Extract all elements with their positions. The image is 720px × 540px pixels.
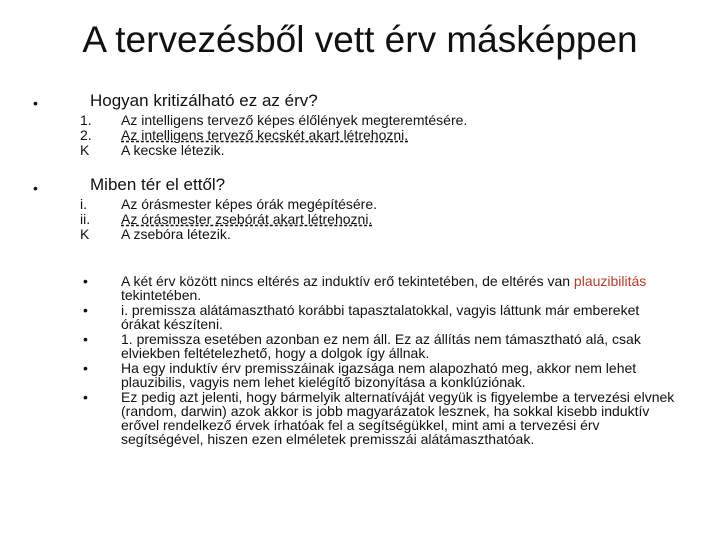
list-marker: i. xyxy=(80,196,87,212)
paragraph-item xyxy=(80,303,680,331)
list-item xyxy=(80,197,680,212)
section2-heading: Miben tér el ettől? xyxy=(90,175,226,194)
paragraph-item xyxy=(80,361,680,389)
list-item xyxy=(80,212,680,227)
paragraph-text: 1. premissza esetében azonban ez nem áll. Ez az állítás nem támasztható alá, csak elviekben feltételezhető, hogy a dolgok így állnak. xyxy=(121,331,641,361)
list-text: Az órásmester zsebórát akart létrehozni. xyxy=(121,211,373,227)
paragraph-bullet: • xyxy=(83,331,88,347)
list-item xyxy=(80,128,680,143)
section1-heading: Hogyan kritizálható ez az érv? xyxy=(90,91,318,110)
paragraph-text: A két érv között nincs eltérés az induktív erő tekintetében, de eltérés van plauzibilitás tekintetében. xyxy=(121,273,647,303)
section2-list xyxy=(80,197,680,242)
list-text: Az intelligens tervező képes élőlények megteremtésére. xyxy=(121,112,468,128)
list-text: Az intelligens tervező kecskét akart létrehozni. xyxy=(121,127,409,143)
list-item xyxy=(80,143,680,158)
list-item xyxy=(80,113,680,128)
list-marker: ii. xyxy=(80,211,91,227)
list-marker: 2. xyxy=(80,127,92,143)
list-marker: K xyxy=(80,142,90,158)
paragraph-list xyxy=(80,274,680,447)
paragraph-bullet: • xyxy=(83,389,88,405)
paragraph-item xyxy=(80,274,680,302)
list-text: A kecske létezik. xyxy=(121,142,225,158)
section2-bullet: • xyxy=(33,180,38,196)
section1-list xyxy=(80,113,680,158)
paragraph-item xyxy=(80,390,680,446)
paragraph-bullet: • xyxy=(83,273,88,289)
list-marker: 1. xyxy=(80,112,92,128)
paragraph-text: i. premissza alátámasztható korábbi tapasztalatokkal, vagyis láttunk már embereket órákat készíteni. xyxy=(121,302,640,332)
list-text: A zsebóra létezik. xyxy=(121,226,231,242)
paragraph-text: Ha egy induktív érv premisszáinak igazsága nem alapozható meg, akkor nem lehet plauzibilis, vagyis nem lehet kielégítő bizonyítása a konklúziónak. xyxy=(121,360,637,390)
list-item xyxy=(80,227,680,242)
slide-title: A tervezésből vett érv másképpen xyxy=(82,19,638,60)
paragraph-bullet: • xyxy=(83,360,88,376)
list-marker: K xyxy=(80,226,90,242)
list-text: Az órásmester képes órák megépítésére. xyxy=(121,196,378,212)
paragraph-item xyxy=(80,332,680,360)
paragraph-text: Ez pedig azt jelenti, hogy bármelyik alternatíváját vegyük is figyelembe a tervezési elvnek (random, darwin) azok akkor is jobb magyarázatok lesznek, ha sokkal kisebb induktív erővel rendelkező érvek írhatóak fel a segítségükkel, mint ami a tervezési érv segítségével, hiszen ezen elméletek premisszái alátámaszthatóak. xyxy=(121,389,675,447)
paragraph-bullet: • xyxy=(83,302,88,318)
section1-bullet: • xyxy=(33,95,38,111)
plauzibilitas-highlight: plauzibilitás xyxy=(573,273,647,289)
